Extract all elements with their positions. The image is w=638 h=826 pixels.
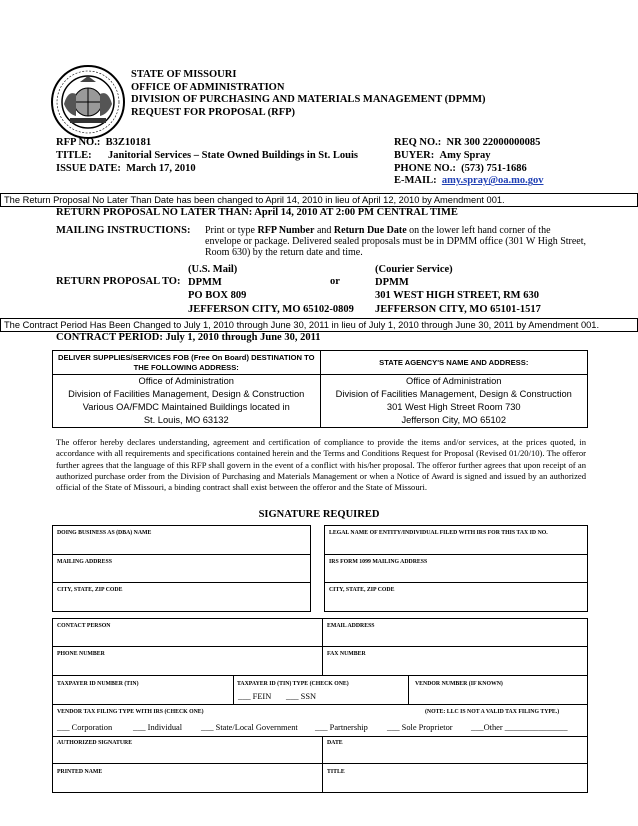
offeror-declaration: The offeror hereby declares understanding, agreement and certification of compliance to provide the items and/or services, at the prices quoted, in accordance with all requirements and specifications contained herein and the Terms and Conditions Request for Proposal (Revised 01/20/10). The offeror further agrees that the language of this RFP shall govern in the event of a conflict with his/her proposal. The offeror further agrees that upon receipt of an authorized purchase order from the Division of Purchasing and Materials Management or when a Notice of Award is signed and issued by an authorized official of the State of Missouri, a binding contract shall exist between the offeror and the State of Missouri. — [56, 437, 586, 493]
issue-date-label: ISSUE DATE: — [56, 162, 121, 174]
partnership-checkbox[interactable]: ___ Partnership — [315, 723, 368, 732]
header-office: OFFICE OF ADMINISTRATION — [131, 81, 285, 93]
rfp-title: Janitorial Services – State Owned Buildings in St. Louis — [108, 149, 358, 161]
contract-period: CONTRACT PERIOD: July 1, 2010 through June 30, 2011 — [56, 332, 321, 343]
phone-number-field[interactable] — [52, 646, 323, 676]
buyer-phone: (573) 751-1686 — [461, 162, 527, 174]
vendor-number-field[interactable] — [408, 675, 588, 705]
return-deadline: RETURN PROPOSAL NO LATER THAN: April 14, 2010 AT 2:00 PM CENTRAL TIME — [56, 207, 458, 218]
email-address-label: EMAIL ADDRESS — [327, 623, 375, 629]
or-separator: or — [330, 276, 340, 287]
tax-filing-type-field — [52, 704, 588, 737]
delivery-address-table — [52, 350, 588, 428]
rfp-number-label: RFP NO.: — [56, 137, 101, 148]
vendor-number-label: VENDOR NUMBER (IF KNOWN) — [415, 681, 503, 687]
courier-header: (Courier Service) — [375, 264, 453, 275]
sole-proprietor-checkbox[interactable]: ___ Sole Proprietor — [387, 723, 453, 732]
rfp-number-emphasis: RFP Number — [257, 225, 315, 236]
mailing-address-label: MAILING ADDRESS — [57, 559, 112, 565]
fein-checkbox[interactable]: ___ FEIN — [238, 692, 272, 701]
req-number-label: REQ NO.: — [394, 137, 442, 148]
individual-checkbox[interactable]: ___ Individual — [133, 723, 183, 732]
buyer-label: BUYER: — [394, 149, 435, 161]
issue-date: March 17, 2010 — [126, 162, 196, 174]
phone-number-label: PHONE NUMBER — [57, 651, 105, 657]
authorized-signature-field[interactable] — [52, 736, 323, 764]
agency-address: Office of Administration Division of Facilities Management, Design & Construction 301 West High Street Room 730 Jefferson City, MO 65102 — [320, 375, 588, 428]
state-seal-icon — [50, 64, 126, 140]
title-label: TITLE — [327, 769, 345, 775]
fax-number-field[interactable] — [322, 646, 588, 676]
mailing-address-field[interactable] — [52, 554, 311, 583]
agency-header — [131, 69, 485, 119]
fob-destination-header: DELIVER SUPPLIES/SERVICES FOB (Free On Board) DESTINATION TO THE FOLLOWING ADDRESS: — [53, 351, 321, 375]
buyer-email-link[interactable]: amy.spray@oa.mo.gov — [441, 175, 544, 187]
irs-mailing-address-label: IRS FORM 1099 MAILING ADDRESS — [329, 559, 428, 565]
ssn-checkbox[interactable]: ___ SSN — [286, 692, 317, 701]
mailing-instructions-label: MAILING INSTRUCTIONS: — [56, 225, 191, 236]
dba-name-label: DOING BUSINESS AS (DBA) NAME — [57, 530, 152, 536]
title-field[interactable] — [322, 763, 588, 793]
fob-destination-address: Office of Administration Division of Facilities Management, Design & Construction Various OA/FMDC Maintained Buildings located in St. Louis, MO 63132 — [53, 375, 321, 428]
tax-filing-type-label: VENDOR TAX FILING TYPE WITH IRS (CHECK ONE) — [57, 709, 204, 715]
legal-name-field[interactable] — [324, 525, 588, 555]
irs-city-state-zip-label: CITY, STATE, ZIP CODE — [329, 587, 395, 593]
amendment-notice-deadline: The Return Proposal No Later Than Date has been changed to April 14, 2010 in lieu of April 12, 2010 by Amendment 001. — [0, 193, 638, 207]
authorized-signature-label: AUTHORIZED SIGNATURE — [57, 740, 133, 746]
city-state-zip-field[interactable] — [52, 582, 311, 612]
email-address-field[interactable] — [322, 618, 588, 647]
tin-field[interactable] — [52, 675, 234, 705]
corporation-checkbox[interactable]: ___ Corporation — [57, 723, 113, 732]
amendment-notice-contract: The Contract Period Has Been Changed to July 1, 2010 through June 30, 2011 in lieu of July 1, 2010 through June 30, 2011 by Amendment 001. — [0, 318, 638, 332]
agency-address-header: STATE AGENCY'S NAME AND ADDRESS: — [320, 351, 588, 375]
state-local-gov-checkbox[interactable]: ___ State/Local Government — [201, 723, 298, 732]
contact-person-label: CONTACT PERSON — [57, 623, 111, 629]
rfp-number: B3Z10181 — [105, 137, 152, 148]
req-number: NR 300 22000000085 — [446, 137, 541, 148]
signature-required-heading: SIGNATURE REQUIRED — [258, 509, 380, 520]
rfp-title-label: TITLE: — [56, 149, 92, 161]
header-division: DIVISION OF PURCHASING AND MATERIALS MANAGEMENT (DPMM) — [131, 94, 486, 106]
date-field[interactable] — [322, 736, 588, 764]
tin-label: TAXPAYER ID NUMBER (TIN) — [57, 681, 139, 687]
return-due-emphasis: Return Due Date — [333, 225, 407, 236]
tin-type-label: TAXPAYER ID (TIN) TYPE (CHECK ONE) — [237, 681, 349, 687]
printed-name-field[interactable] — [52, 763, 323, 793]
phone-label: PHONE NO.: — [394, 162, 456, 174]
contact-person-field[interactable] — [52, 618, 323, 647]
header-state: STATE OF MISSOURI — [131, 69, 237, 80]
printed-name-label: PRINTED NAME — [57, 769, 103, 775]
buyer-name: Amy Spray — [439, 149, 491, 161]
rfp-info-right — [394, 137, 544, 188]
llc-note: (NOTE: LLC IS NOT A VALID TAX FILING TYPE.) — [425, 709, 560, 715]
mailing-instructions-text: Print or type RFP Number and Return Due Date on the lower left hand corner of the envelope or package. Delivered sealed proposals must be in DPMM office (301 W High Street, Room 630) by the return date and time. — [205, 225, 587, 258]
fax-number-label: FAX NUMBER — [327, 651, 366, 657]
us-mail-header: (U.S. Mail) — [188, 264, 238, 275]
us-mail-address: (U.S. Mail) DPMM PO BOX 809 JEFFERSON CITY, MO 65102-0809 — [188, 264, 354, 315]
courier-address: (Courier Service) DPMM 301 WEST HIGH STREET, RM 630 JEFFERSON CITY, MO 65101-1517 — [375, 264, 541, 315]
irs-mailing-address-field[interactable] — [324, 554, 588, 583]
city-state-zip-label: CITY, STATE, ZIP CODE — [57, 587, 123, 593]
return-proposal-label: RETURN PROPOSAL TO: — [56, 276, 181, 287]
legal-name-label: LEGAL NAME OF ENTITY/INDIVIDUAL FILED WITH IRS FOR THIS TAX ID NO. — [329, 530, 548, 536]
rfp-info-left — [56, 137, 358, 175]
other-checkbox[interactable]: ___Other _______________ — [471, 723, 568, 732]
tin-type-field — [233, 675, 409, 705]
date-label: DATE — [327, 740, 343, 746]
header-doc-type: REQUEST FOR PROPOSAL (RFP) — [131, 106, 296, 118]
dba-name-field[interactable] — [52, 525, 311, 555]
email-label: E-MAIL: — [394, 175, 437, 187]
irs-city-state-zip-field[interactable] — [324, 582, 588, 612]
